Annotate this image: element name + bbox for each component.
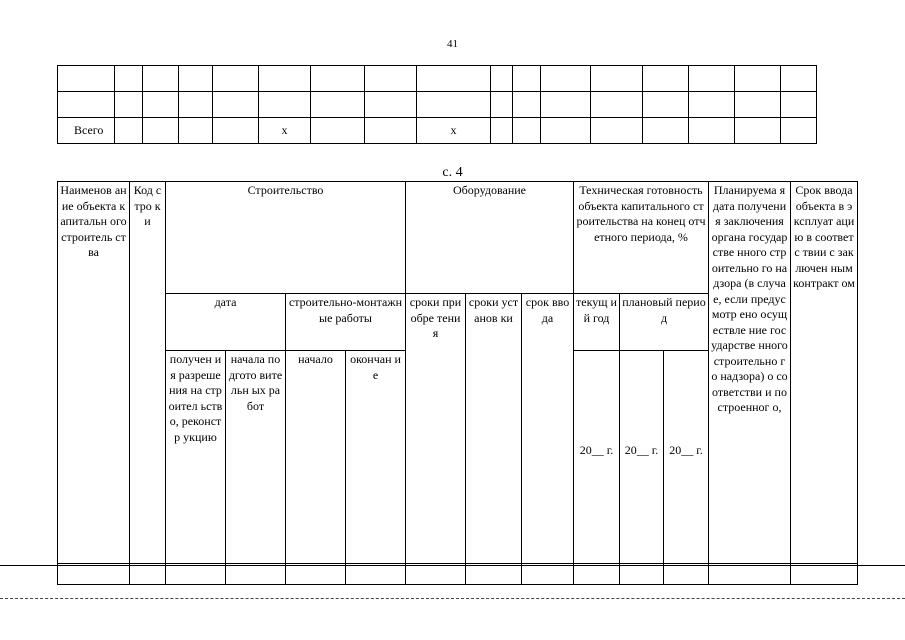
header-equipment: Оборудование bbox=[406, 182, 574, 294]
table-row bbox=[58, 564, 858, 585]
table-cell bbox=[179, 118, 213, 144]
table-cell bbox=[346, 564, 406, 585]
table-cell bbox=[522, 564, 574, 585]
header-date: дата bbox=[166, 294, 286, 351]
section-label: с. 4 bbox=[442, 165, 463, 180]
header-start: начало bbox=[286, 351, 346, 564]
page-edge-dashes bbox=[0, 598, 905, 599]
total-row bbox=[58, 118, 817, 144]
table-cell bbox=[643, 66, 689, 92]
table-cell bbox=[213, 118, 259, 144]
header-current-year: текущ ий год bbox=[574, 294, 620, 351]
table-cell bbox=[259, 66, 311, 92]
table-cell bbox=[513, 118, 541, 144]
table-cell bbox=[643, 92, 689, 118]
table-cell bbox=[541, 66, 591, 92]
table-cell bbox=[166, 564, 226, 585]
header-cmw: строительно-монтажные работы bbox=[286, 294, 406, 351]
table-row bbox=[58, 92, 817, 118]
table-cell bbox=[365, 66, 417, 92]
x-mark: х bbox=[259, 118, 311, 144]
table-cell bbox=[541, 118, 591, 144]
header-code: Код стро ки bbox=[130, 182, 166, 564]
table-cell bbox=[781, 118, 817, 144]
table-cell bbox=[58, 66, 115, 92]
header-construction: Строительство bbox=[166, 182, 406, 294]
table-cell bbox=[226, 564, 286, 585]
header-inst-terms: сроки установ ки bbox=[466, 294, 522, 564]
table-cell bbox=[130, 564, 166, 585]
table-cell bbox=[735, 66, 781, 92]
header-end: окончан ие bbox=[346, 351, 406, 564]
table-cell bbox=[406, 564, 466, 585]
table-cell bbox=[574, 564, 620, 585]
table-cell bbox=[213, 66, 259, 92]
total-label: Всего bbox=[58, 118, 115, 144]
table-cell bbox=[115, 92, 143, 118]
header-name: Наименов ание объекта капитальн ого строитель ства bbox=[58, 182, 130, 564]
table-cell bbox=[311, 92, 365, 118]
table-cell bbox=[791, 564, 858, 585]
table-cell bbox=[541, 92, 591, 118]
main-table bbox=[57, 181, 858, 585]
header-planned-date: Планируема я дата получения заключения органа государстве нного строительно го надзора (в случае, если предусмотр ено осуществле ние государстве нного строительно го надзора) о соответстви и построенног о, bbox=[709, 182, 791, 564]
table-cell bbox=[365, 118, 417, 144]
table-cell bbox=[491, 118, 513, 144]
table-cell bbox=[513, 92, 541, 118]
header-prep-start: начала подгото вительн ых работ bbox=[226, 351, 286, 564]
table-cell bbox=[115, 66, 143, 92]
table-cell bbox=[591, 66, 643, 92]
table-cell bbox=[643, 118, 689, 144]
table-cell bbox=[735, 92, 781, 118]
header-row bbox=[58, 182, 858, 294]
table-cell bbox=[365, 92, 417, 118]
header-permit: получен ия разреше ния на строител ьство, реконстр укцию bbox=[166, 351, 226, 564]
table-cell bbox=[417, 92, 491, 118]
header-commission: срок ввода bbox=[522, 294, 574, 564]
table-cell bbox=[689, 92, 735, 118]
header-acq-terms: сроки приобре тения bbox=[406, 294, 466, 564]
page-number: 41 bbox=[447, 38, 458, 50]
table-cell bbox=[259, 92, 311, 118]
year-cell: 20__ г. bbox=[574, 351, 620, 564]
table-cell bbox=[664, 564, 709, 585]
table-cell bbox=[689, 118, 735, 144]
table-cell bbox=[115, 118, 143, 144]
year-cell: 20__ г. bbox=[620, 351, 664, 564]
table-cell bbox=[735, 118, 781, 144]
table-cell bbox=[689, 66, 735, 92]
table-cell bbox=[466, 564, 522, 585]
year-cell: 20__ г. bbox=[664, 351, 709, 564]
table-cell bbox=[491, 66, 513, 92]
table-cell bbox=[58, 564, 130, 585]
header-planned-period: плановый период bbox=[620, 294, 709, 351]
page-edge-line bbox=[0, 565, 905, 566]
table-cell bbox=[591, 118, 643, 144]
table-cell bbox=[591, 92, 643, 118]
table-cell bbox=[781, 92, 817, 118]
x-mark: х bbox=[417, 118, 491, 144]
continuation-table bbox=[57, 65, 817, 144]
table-cell bbox=[311, 66, 365, 92]
table-cell bbox=[709, 564, 791, 585]
table-cell bbox=[620, 564, 664, 585]
table-cell bbox=[491, 92, 513, 118]
table-cell bbox=[179, 66, 213, 92]
table-cell bbox=[143, 92, 179, 118]
table-cell bbox=[179, 92, 213, 118]
table-cell bbox=[311, 118, 365, 144]
header-readiness: Техническая готовность объекта капитального строительства на конец отчетного периода, % bbox=[574, 182, 709, 294]
table-cell bbox=[417, 66, 491, 92]
table-row bbox=[58, 66, 817, 92]
table-cell bbox=[58, 92, 115, 118]
table-cell bbox=[213, 92, 259, 118]
table-cell bbox=[513, 66, 541, 92]
table-cell bbox=[143, 118, 179, 144]
header-commission-term: Срок ввода объекта в эксплуат ацию в соответс твии с заключен ным контракт ом bbox=[791, 182, 858, 564]
table-cell bbox=[143, 66, 179, 92]
table-cell bbox=[286, 564, 346, 585]
table-cell bbox=[781, 66, 817, 92]
